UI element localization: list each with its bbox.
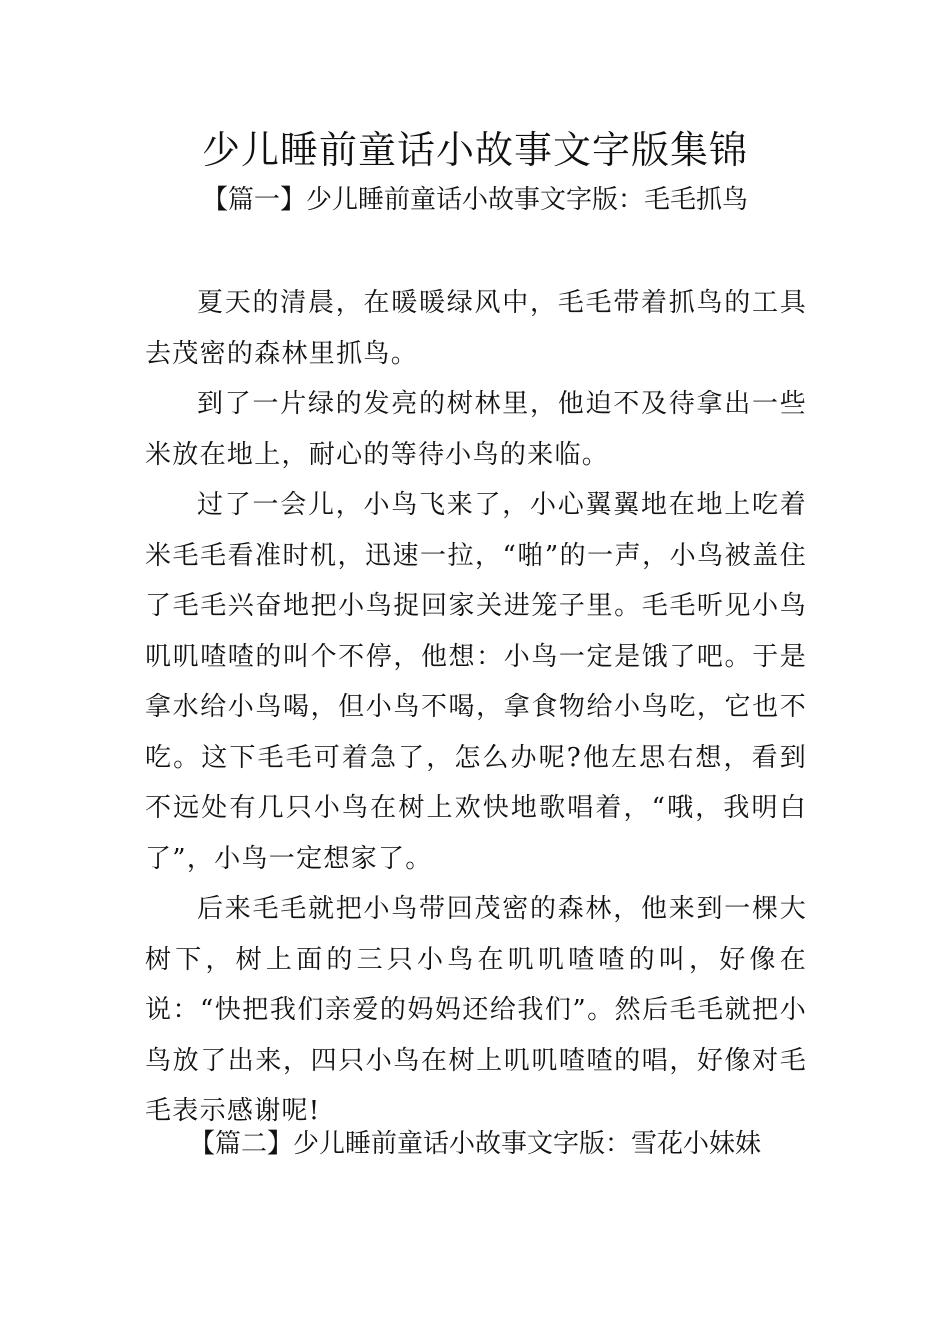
section-heading-1: 【篇一】少儿睡前童话小故事文字版：毛毛抓鸟: [201, 185, 748, 215]
paragraph: 夏天的清晨，在暖暖绿风中，毛毛带着抓鸟的工具去茂密的森林里抓鸟。: [145, 288, 807, 369]
document-title: 少儿睡前童话小故事文字版集锦: [201, 128, 748, 172]
paragraph: 到了一片绿的发亮的树林里，他迫不及待拿出一些米放在地上，耐心的等待小鸟的来临。: [145, 389, 807, 470]
section-1-body: [145, 278, 807, 1137]
paragraph: 后来毛毛就把小鸟带回茂密的森林，他来到一棵大树下，树上面的三只小鸟在叽叽喳喳的叫，好像在说：“快把我们亲爱的妈妈还给我们”。然后毛毛就把小鸟放了出来，四只小鸟在树上叽叽喳喳的唱，好像对毛毛表示感谢呢!: [145, 894, 807, 1126]
section-heading-2: 【篇二】少儿睡前童话小故事文字版：雪花小妹妹: [188, 1129, 761, 1159]
paragraph: 过了一会儿，小鸟飞来了，小心翼翼地在地上吃着米毛毛看准时机，迅速一拉，“啪”的一声，小鸟被盖住了毛毛兴奋地把小鸟捉回家关进笼子里。毛毛听见小鸟叽叽喳喳的叫个不停，他想：小鸟一定是饿了吧。于是拿水给小鸟喝，但小鸟不喝，拿食物给小鸟吃，它也不吃。这下毛毛可着急了，怎么办呢?他左思右想，看到不远处有几只小鸟在树上欢快地歌唱着，“哦，我明白了”，小鸟一定想家了。: [145, 490, 807, 874]
